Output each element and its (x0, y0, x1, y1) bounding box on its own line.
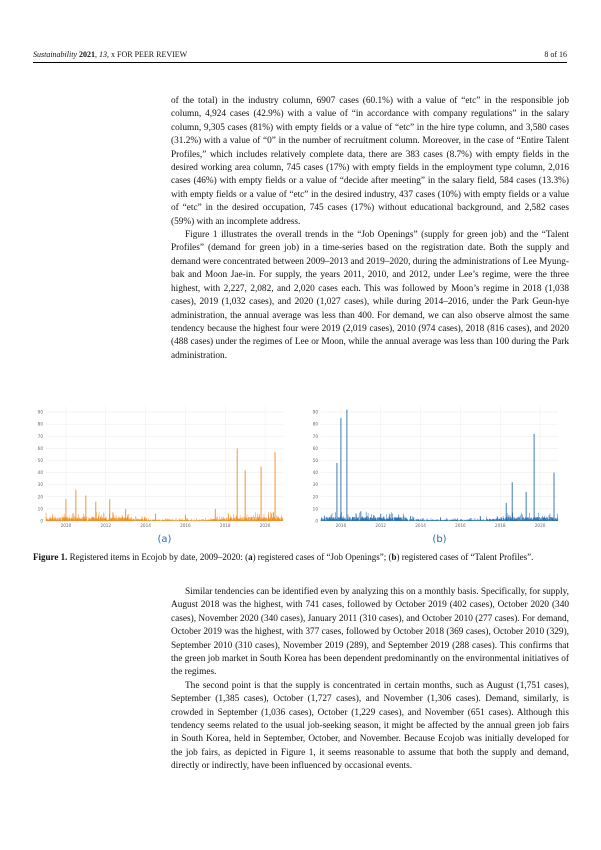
y-tick-label: 80 (37, 421, 43, 427)
y-tick-label: 90 (312, 409, 318, 415)
y-tick-label: 90 (37, 409, 43, 415)
x-tick-label: 2020 (534, 523, 546, 528)
y-tick-label: 60 (37, 445, 43, 451)
body-bottom (171, 586, 569, 774)
x-tick-label: 2012 (375, 523, 387, 528)
journal-volume: 13 (99, 50, 107, 59)
journal-name: Sustainability (33, 50, 77, 59)
y-tick-label: 40 (312, 470, 318, 476)
figure-caption (33, 551, 567, 564)
paragraph-4: The second point is that the supply is concentrated in certain months, such as August (1,751 cases), September (1,385 cases), October (1,727 cases), and November (1,306 cases). Demand, similarly, is crowded in September (1,036 cases), October (1,229 cases), and November (651 cases). Although this tendency seems related to the usual job-seeking season, it might be affected by the annual green job fairs in South Korea, held in September, October, and November. Because Ecojob was initially developed for the job fairs, as depicted in Figure 1, it seems reasonable to assume that both the supply and demand, directly or indirectly, have been influenced by occasional events. (171, 680, 569, 772)
x-tick-label: 2014 (140, 523, 151, 528)
body-top (171, 95, 569, 363)
caption-a: a (248, 552, 253, 562)
y-tick-label: 20 (312, 494, 318, 500)
y-tick-label: 30 (312, 482, 318, 488)
paragraph-1: of the total) in the industry column, 6907 cases (60.1%) with a value of “etc” in the responsible job column, 4,924 cases (42.9%) with a value of “in accordance with company regulations” in the salary column, 9,305 cases (81%) with empty fields or a value of “etc” in the hire type column, and 3,580 cases (31.2%) with a value of “0” in the number of recruitment column. Moreover, in the case of “Entire Talent Profiles,” which includes relatively complete data, there are 383 cases (8.7%) with empty fields in the desired working area column, 745 cases (17%) with empty fields in the employment type column, 2,016 cases (46%) with empty fields or a value of “decide after meeting” in the salary field, 584 cases (13.3%) with empty fields or a value of “etc” in the desired industry, 437 cases (10%) with empty fields or a value of “etc” in the desired occupation, 745 cases (17%) without educational background, and 2,582 cases (59%) with an incomplete address. (171, 96, 569, 227)
x-tick-label: 2016 (180, 523, 191, 528)
figure-1 (28, 396, 573, 546)
running-head: Sustainability 2021, 13, x FOR PEER REVIEW (33, 50, 188, 59)
y-tick-label: 10 (312, 506, 318, 512)
chart-panel-b (303, 396, 573, 546)
review-note: , x FOR PEER REVIEW (107, 50, 188, 59)
y-tick-label: 80 (312, 421, 318, 427)
y-tick-label: 0 (315, 518, 318, 524)
x-tick-label: 2016 (455, 523, 466, 528)
x-tick-label: 2014 (415, 523, 426, 528)
panel-label: (a) (157, 534, 172, 545)
header-rule (33, 62, 567, 63)
journal-year: 2021 (79, 50, 95, 59)
y-tick-label: 30 (37, 482, 43, 488)
paragraph-2: Figure 1 illustrates the overall trends in the “Job Openings” (supply for green job) and the “Talent Profiles” (demand for green job) in a time-series based on the registration date. Both the supply and demand were concentrated between 2009–2013 and 2019–2020, during the administrations of Lee Myung-bak and Moon Jae-in. For supply, the years 2011, 2010, and 2012, under Lee’s regime, were the three highest, with 2,227, 2,082, and 2,020 cases each. This was followed by Moon’s regime in 2018 (1,038 cases), 2019 (1,032 cases), and 2020 (1,027 cases), while during 2014–2016, under the Park Geun-hye administration, the annual average was less than 400. For demand, we can also observe almost the same tendency because the highest four were 2019 (2,019 cases), 2010 (974 cases), 2018 (816 cases), and 2020 (488 cases) under the regimes of Lee or Moon, while the annual average was less than 100 during the Park administration. (171, 230, 569, 361)
y-tick-label: 60 (312, 445, 318, 451)
y-tick-label: 10 (37, 506, 43, 512)
page-number: 8 of 16 (544, 50, 567, 59)
y-tick-label: 50 (37, 457, 43, 463)
caption-text-1: Registered items in Ecojob by date, 2009–2020: ( (67, 552, 249, 562)
caption-label: Figure 1. (33, 552, 68, 562)
y-tick-label: 20 (37, 494, 43, 500)
x-tick-label: 2018 (219, 523, 231, 528)
y-tick-label: 50 (312, 457, 318, 463)
x-tick-label: 2012 (100, 523, 112, 528)
panel-label: (b) (432, 534, 447, 545)
page-header (33, 50, 567, 62)
x-tick-label: 2010 (60, 523, 72, 528)
y-tick-label: 70 (312, 433, 318, 439)
paragraph-3: Similar tendencies can be identified even by analyzing this on a monthly basis. Specifically, for supply, August 2018 was the highest, with 741 cases, followed by October 2019 (402 cases), October 2020 (340 cases), November 2020 (340 cases), January 2011 (310 cases), and October 2010 (277 cases). For demand, October 2019 was the highest, with 377 cases, followed by October 2018 (369 cases), October 2010 (329), September 2010 (310 cases), November 2019 (289), and September 2019 (288 cases). This confirms that the green job market in South Korea has been dependent predominantly on the environmental initiatives of the regimes. (171, 587, 569, 678)
y-tick-label: 0 (40, 518, 43, 524)
x-tick-label: 2010 (335, 523, 347, 528)
y-tick-label: 70 (37, 433, 43, 439)
x-tick-label: 2018 (494, 523, 506, 528)
caption-b: b (391, 552, 397, 562)
x-tick-label: 2020 (259, 523, 271, 528)
y-tick-label: 40 (37, 470, 43, 476)
chart-panel-a (28, 396, 298, 546)
caption-text-2: ) registered cases of “Job Openings”; ( (252, 552, 392, 562)
caption-text-3: ) registered cases of “Talent Profiles”. (396, 552, 534, 562)
